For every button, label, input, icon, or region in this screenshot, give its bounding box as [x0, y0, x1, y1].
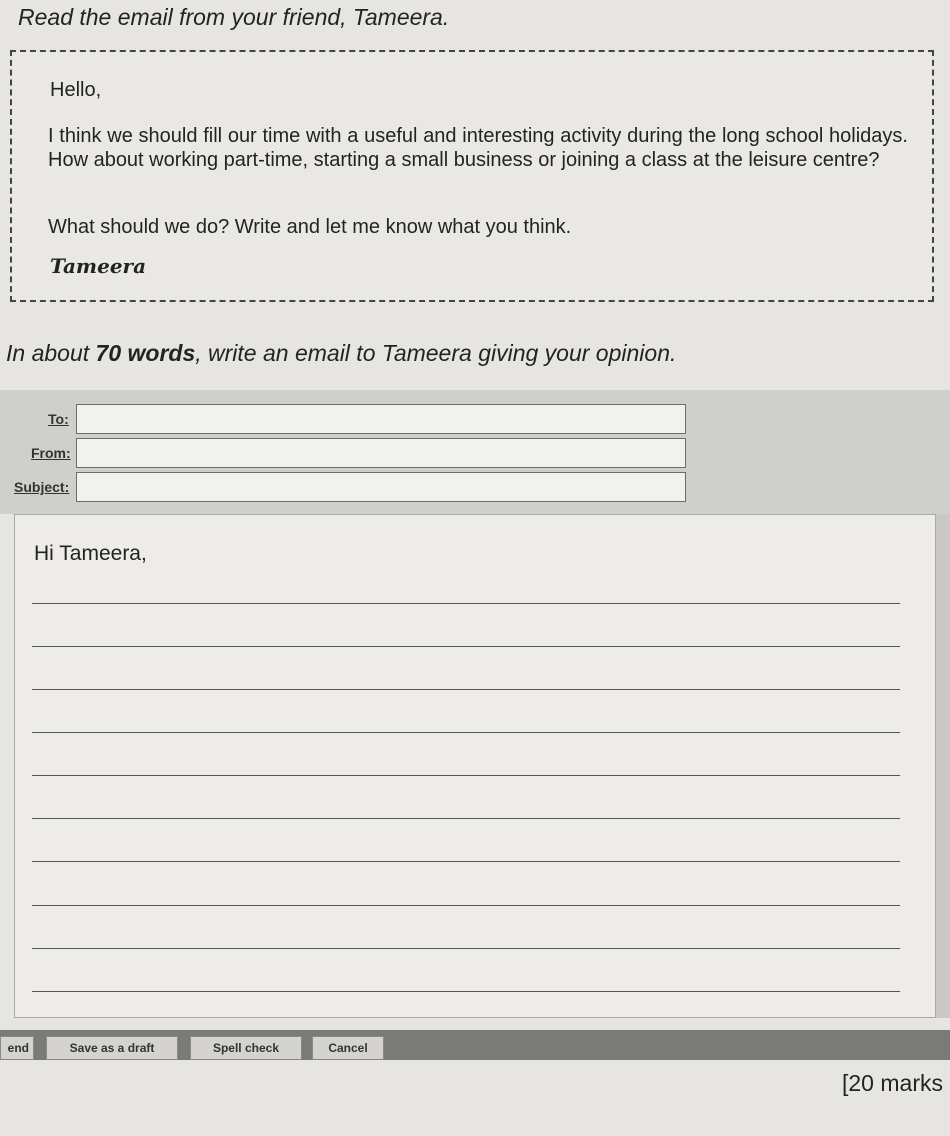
instruction-write-after: , write an email to Tameera giving your opinion. [195, 340, 677, 366]
send-button[interactable]: end [0, 1036, 34, 1060]
writing-line [32, 603, 900, 604]
from-label: From: [31, 445, 71, 461]
writing-line [32, 991, 900, 992]
marks-label: [20 marks [842, 1070, 943, 1096]
from-field[interactable] [76, 438, 686, 468]
friend-email-paragraph-1: I think we should fill our time with a useful and interesting activity during the long school holidays. How about working part-time, starting a small business or joining a class at the leisure centre? [48, 125, 908, 171]
save-draft-button[interactable]: Save as a draft [46, 1036, 178, 1060]
writing-line [32, 905, 900, 906]
instruction-word-count: 70 words [95, 340, 196, 366]
body-scrollbar[interactable] [936, 514, 950, 1018]
writing-line [32, 689, 900, 690]
friend-email-signature: Tameera [50, 254, 147, 278]
subject-field[interactable] [76, 472, 686, 502]
friend-email-greeting: Hello, [50, 79, 102, 101]
writing-line [32, 646, 900, 647]
friend-email-paragraph-2: What should we do? Write and let me know what you think. [48, 216, 572, 238]
email-body-greeting: Hi Tameera, [34, 542, 147, 565]
writing-line [32, 948, 900, 949]
to-field[interactable] [76, 404, 686, 434]
instruction-read: Read the email from your friend, Tameera. [18, 4, 450, 30]
writing-line [32, 732, 900, 733]
email-body-area[interactable] [14, 514, 936, 1018]
cancel-button[interactable]: Cancel [312, 1036, 384, 1060]
subject-label: Subject: [14, 479, 70, 495]
spell-check-button[interactable]: Spell check [190, 1036, 302, 1060]
instruction-write-before: In about [6, 340, 96, 366]
writing-line [32, 861, 900, 862]
to-label: To: [48, 411, 69, 427]
friend-email-box [10, 50, 934, 302]
writing-line [32, 818, 900, 819]
instruction-write [6, 340, 676, 367]
writing-line [32, 775, 900, 776]
